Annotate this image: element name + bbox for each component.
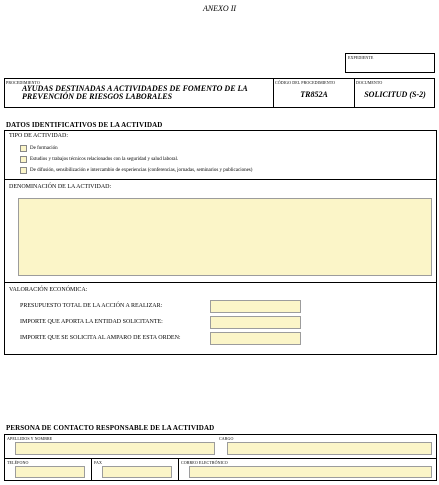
tipo-difusion-label: De difusión, sensibilización e intercambio de experiencias (conferencias, jornadas, seminarios y publicaciones) — [30, 168, 253, 173]
codigo-label: CÓDIGO DEL PROCEDIMIENTO — [275, 80, 336, 85]
datos-section — [4, 130, 437, 355]
telefono-field[interactable] — [15, 466, 85, 478]
documento-label: DOCUMENTO — [356, 80, 383, 85]
importe-entidad-field[interactable] — [210, 316, 301, 329]
procedimiento-label: PROCEDIMIENTO — [6, 80, 40, 85]
expediente-box — [345, 53, 435, 73]
importe-entidad-label: IMPORTE QUE APORTA LA ENTIDAD SOLICITANTE: — [20, 319, 163, 325]
contacto-section — [4, 434, 437, 481]
documento-value: SOLICITUD (S-2) — [364, 90, 426, 99]
tipo-formacion-label: De formación — [30, 146, 58, 151]
tipo-estudios-label: Estudios y trabajos técnicos relacionados con la seguridad y salud laboral. — [30, 157, 179, 162]
denominacion-field[interactable] — [18, 198, 432, 276]
tipo-formacion-checkbox[interactable] — [20, 145, 27, 152]
datos-section-title: DATOS IDENTIFICATIVOS DE LA ACTIVIDAD — [6, 121, 163, 129]
denominacion-label: DENOMINACIÓN DE LA ACTIVIDAD: — [9, 184, 112, 190]
correo-field[interactable] — [189, 466, 432, 478]
tipo-actividad-label: TIPO DE ACTIVIDAD: — [9, 133, 68, 139]
tipo-estudios-checkbox[interactable] — [20, 156, 27, 163]
anexo-title: ANEXO II — [202, 4, 237, 13]
correo-label: CORREO ELECTRÓNICO — [181, 460, 228, 465]
importe-solicita-label: IMPORTE QUE SE SOLICITA AL AMPARO DE ESTA ORDEN: — [20, 335, 181, 341]
procedure-header — [4, 78, 435, 108]
presupuesto-field[interactable] — [210, 300, 301, 313]
telefono-label: TELÉFONO — [7, 460, 29, 465]
codigo-value: TR852A — [300, 90, 328, 99]
cargo-field[interactable] — [227, 442, 432, 455]
contacto-section-title: PERSONA DE CONTACTO RESPONSABLE DE LA ACTIVIDAD — [6, 424, 215, 432]
expediente-label: EXPEDIENTE — [348, 55, 374, 60]
cargo-label: CARGO — [219, 436, 234, 441]
fax-field[interactable] — [102, 466, 172, 478]
tipo-difusion-checkbox[interactable] — [20, 167, 27, 174]
apellidos-label: APELLIDOS Y NOMBRE — [7, 436, 53, 441]
valoracion-label: VALORACIÓN ECONÓMICA: — [9, 287, 88, 293]
importe-solicita-field[interactable] — [210, 332, 301, 345]
apellidos-field[interactable] — [15, 442, 215, 455]
procedimiento-text: AYUDAS DESTINADAS A ACTIVIDADES DE FOMENTO DE LA PREVENCIÓN DE RIESGOS LABORALES — [22, 84, 248, 101]
presupuesto-label: PRESUPUESTO TOTAL DE LA ACCIÓN A REALIZAR: — [20, 303, 163, 309]
fax-label: FAX — [94, 460, 103, 465]
